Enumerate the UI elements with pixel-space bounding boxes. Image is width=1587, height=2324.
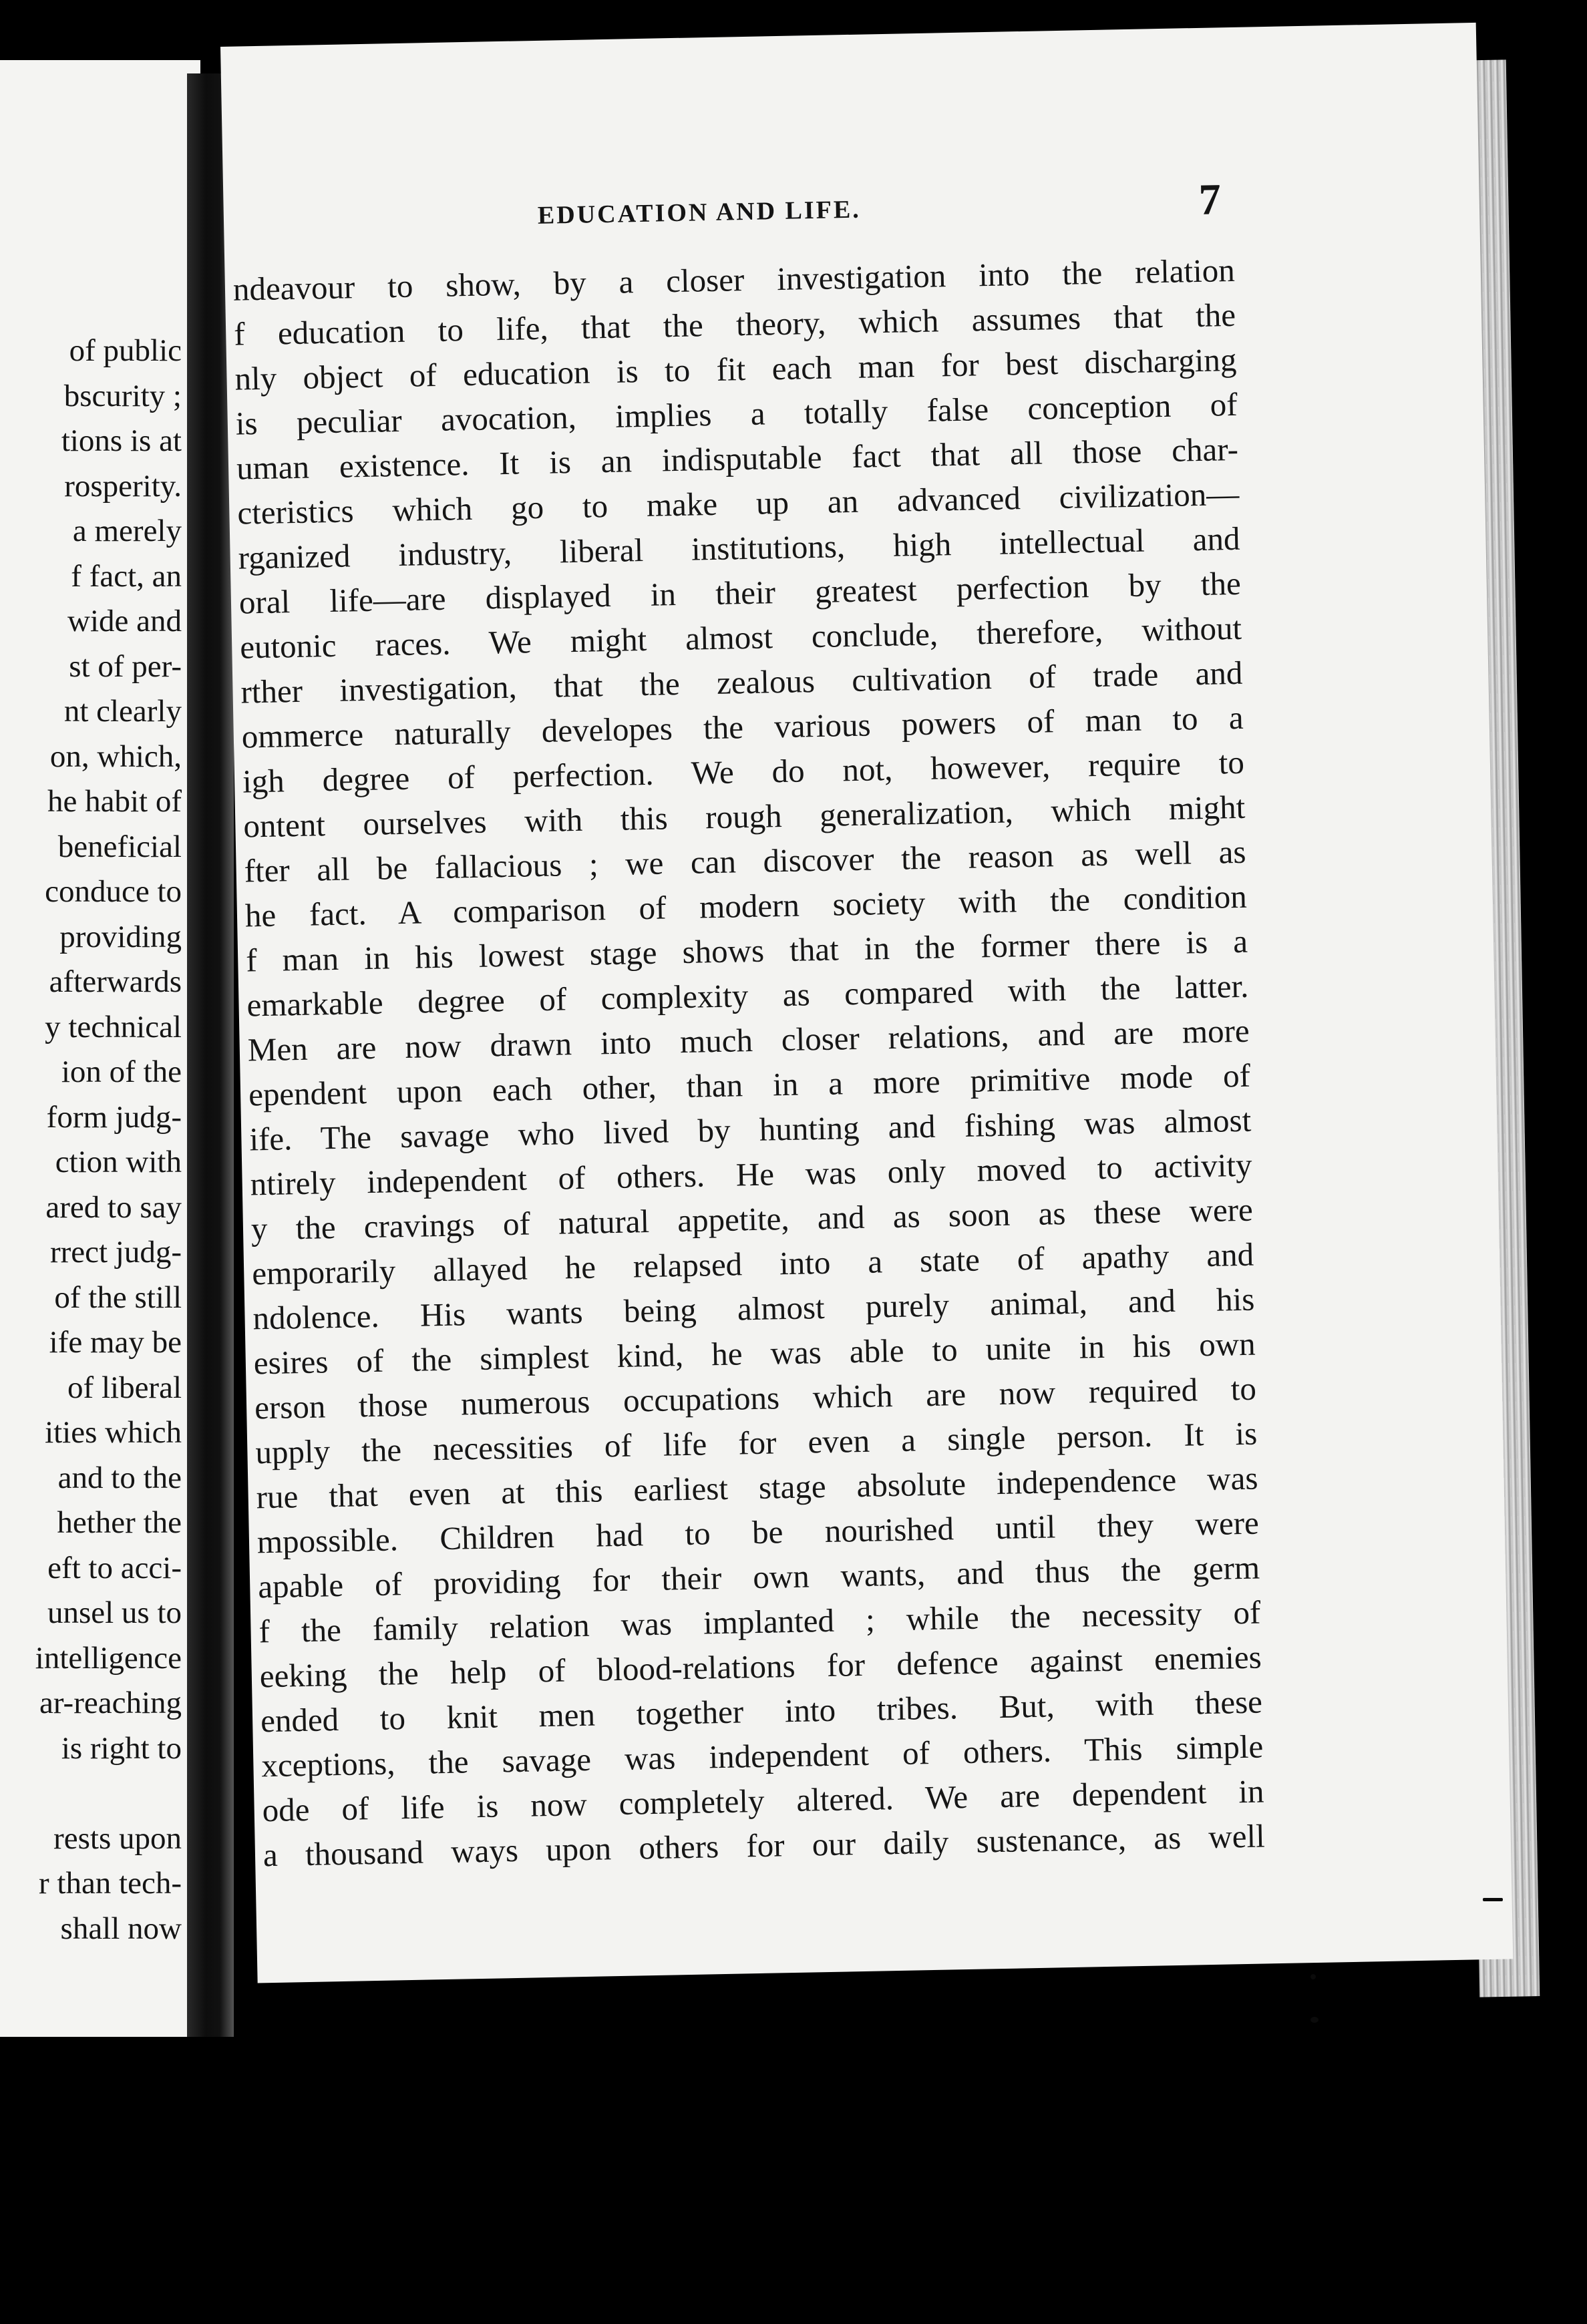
body-line: rther investigation, that the zealous cultivation of trade and	[240, 654, 1243, 711]
body-line: f the family relation was implanted ; while the necessity of	[258, 1593, 1261, 1650]
left-page-line: is right to	[61, 1730, 182, 1766]
left-page-line: rosperity.	[64, 468, 182, 504]
body-line: uman existence. It is an indisputable fact that all those char-	[236, 430, 1239, 487]
running-head	[224, 175, 1440, 247]
left-page-line: of the still	[54, 1280, 182, 1315]
left-page-line: eft to acci-	[47, 1550, 182, 1585]
body-line: f man in his lowest stage shows that in the former there is a	[245, 922, 1248, 979]
body-line: ended to knit men together into tribes. But, with these	[260, 1683, 1263, 1740]
left-page-line: intelligence	[35, 1640, 182, 1676]
body-line: eeking the help of blood-relations for defence against enemies	[259, 1638, 1262, 1695]
body-line: Men are now drawn into much closer relations, and are more	[247, 1012, 1250, 1069]
left-page-line: of liberal	[67, 1370, 182, 1405]
body-line: he fact. A comparison of modern society with the condition	[244, 878, 1248, 934]
left-page-line: he habit of	[47, 784, 182, 819]
left-page-line: ar-reaching	[39, 1686, 182, 1720]
body-line: eutonic races. We might almost conclude, therefore, without	[239, 609, 1242, 666]
left-page-line: ction with	[55, 1145, 182, 1179]
left-page-line: ife may be	[49, 1325, 182, 1360]
body-line: ode of life is now completely altered. We are dependent in	[262, 1772, 1264, 1829]
left-page-line: of public	[69, 333, 182, 368]
body-line: ndeavour to show, by a closer investigation into the relation	[232, 251, 1236, 308]
left-page-line: r than tech-	[38, 1866, 182, 1901]
left-page-line: form judg-	[46, 1099, 182, 1135]
left-page-line: providing	[59, 919, 182, 954]
body-text	[232, 248, 1265, 1877]
body-line: ife. The savage who lived by hunting and fishing was almost	[248, 1101, 1252, 1158]
left-page-line: f fact, an	[71, 558, 182, 594]
body-line: nly object of education is to fit each man for best discharging	[234, 341, 1237, 397]
left-page-line: ities which	[45, 1415, 182, 1450]
body-line: ndolence. His wants being almost purely animal, and his	[252, 1280, 1255, 1337]
left-page-line: and to the	[57, 1460, 182, 1495]
body-line: is peculiar avocation, implies a totally false conception of	[235, 385, 1238, 442]
body-line: apable of providing for their own wants, and thus the germ	[257, 1549, 1260, 1605]
left-page-line: ion of the	[61, 1054, 182, 1089]
scan-speck	[1483, 1898, 1503, 1901]
left-page-line: unsel us to	[47, 1595, 182, 1630]
body-line: rganized industry, liberal institutions, high intellectual and	[238, 520, 1240, 576]
body-line: fter all be fallacious ; we can discover the reason as well as	[244, 833, 1246, 890]
page-number: 7	[1198, 175, 1222, 224]
body-line: esires of the simplest kind, he was able to unite in his own	[253, 1325, 1256, 1382]
body-line: erson those numerous occupations which are now required to	[254, 1370, 1257, 1426]
left-page-line: on, which,	[49, 739, 182, 774]
body-line: ependent upon each other, than in a more primitive mode of	[248, 1056, 1251, 1113]
left-page-line: tions is at	[61, 423, 182, 458]
body-line: upply the necessities of life for even a single person. It is	[254, 1414, 1258, 1471]
body-line: ommerce naturally developes the various powers of man to a	[241, 699, 1244, 755]
body-line: rue that even at this earliest stage absolute independence was	[256, 1459, 1258, 1516]
left-facing-page	[0, 60, 200, 2037]
body-line: ntirely independent of others. He was only moved to activity	[250, 1146, 1252, 1203]
left-page-line: y technical	[45, 1009, 182, 1044]
left-page-line: nt clearly	[63, 694, 182, 729]
left-page-line: a merely	[72, 514, 182, 548]
left-page-line: beneficial	[57, 829, 182, 864]
left-page-line: hether the	[57, 1505, 182, 1540]
body-line: xceptions, the savage was independent of others. This simple	[260, 1728, 1264, 1784]
left-page-line: conduce to	[45, 874, 182, 909]
scan-speck	[1310, 1974, 1316, 1979]
body-line: oral life—are displayed in their greatest perfection by the	[238, 564, 1242, 621]
body-line: cteristics which go to make up an advanced civilization—	[236, 475, 1240, 532]
scan-speck	[1310, 2017, 1318, 2023]
left-page-line: ared to say	[45, 1189, 182, 1225]
body-line: f education to life, that the theory, which assumes that the	[233, 296, 1236, 353]
left-page-line: rrect judg-	[49, 1235, 182, 1270]
body-line: igh degree of perfection. We do not, however, require to	[242, 743, 1245, 800]
body-line: ontent ourselves with this rough generalization, which might	[242, 788, 1246, 845]
main-page	[220, 23, 1513, 1983]
left-page-line: shall now	[60, 1911, 182, 1946]
body-line: emarkable degree of complexity as compared with the latter.	[246, 967, 1249, 1024]
body-line: y the cravings of natural appetite, and as soon as these were	[250, 1191, 1254, 1247]
left-page-line: rests upon	[53, 1820, 182, 1856]
left-page-line: wide and	[67, 604, 182, 638]
left-page-line: afterwards	[49, 964, 182, 999]
running-head-title: EDUCATION AND LIFE.	[537, 195, 862, 230]
body-line: mpossible. Children had to be nourished until they were	[256, 1504, 1260, 1561]
left-page-line: bscurity ;	[63, 378, 182, 413]
body-line: a thousand ways upon others for our daily sustenance, as well	[262, 1817, 1266, 1874]
left-page-line: st of per-	[69, 648, 182, 684]
body-line: emporarily allayed he relapsed into a state of apathy and	[251, 1235, 1254, 1292]
